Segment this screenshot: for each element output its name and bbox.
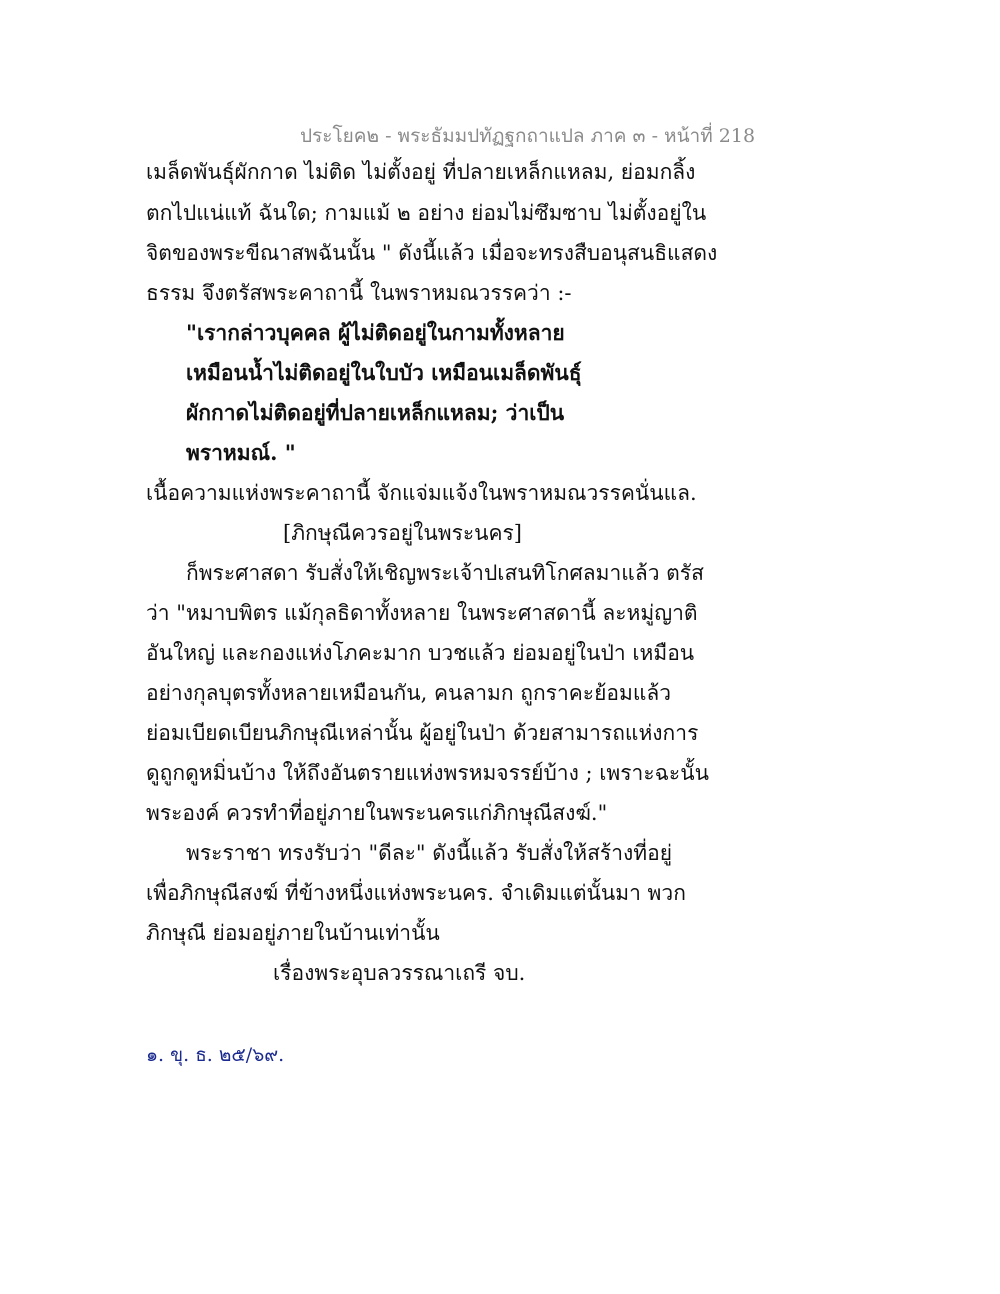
text-line: พระราชา ทรงรับว่า "ดีละ" ดังนี้แล้ว รับสั่งให้สร้างที่อยู่ — [186, 841, 673, 865]
text-line: เพื่อภิกษุณีสงฆ์ ที่ข้างหนึ่งแห่งพระนคร. จำเดิมแต่นั้นมา พวก — [146, 881, 686, 905]
section-heading: [ภิกษุณีควรอยู่ในพระนคร] — [283, 521, 522, 545]
text-line: ก็พระศาสดา รับสั่งให้เชิญพระเจ้าปเสนทิโกศลมาแล้ว ตรัส — [186, 561, 704, 585]
text-line: ว่า "หมาบพิตร แม้กุลธิดาทั้งหลาย ในพระศาสดานี้ ละหมู่ญาติ — [146, 601, 698, 625]
text-line: ตกไปแน่แท้ ฉันใด; กามแม้ ๒ อย่าง ย่อมไม่ซึมซาบ ไม่ตั้งอยู่ใน — [146, 201, 707, 225]
text-line: จิตของพระขีณาสพฉันนั้น " ดังนี้แล้ว เมื่อจะทรงสืบอนุสนธิแสดง — [146, 241, 718, 265]
text-line: ภิกษุณี ย่อมอยู่ภายในบ้านเท่านั้น — [146, 921, 440, 945]
verse-line: "เรากล่าวบุคคล ผู้ไม่ติดอยู่ในกามทั้งหลาย — [186, 320, 565, 345]
text-line: อันใหญ่ และกองแห่งโภคะมาก บวชแล้ว ย่อมอยู่ในป่า เหมือน — [146, 641, 695, 665]
verse-line: ผักกาดไม่ติดอยู่ที่ปลายเหล็กแหลม; ว่าเป็น — [186, 400, 565, 425]
page-header: ประโยค๒ - พระธัมมปทัฏฐกถาแปล ภาค ๓ - หน้าที่ 218 — [300, 125, 756, 147]
text-line: ธรรม จึงตรัสพระคาถานี้ ในพราหมณวรรคว่า :- — [146, 281, 572, 305]
text-line: เมล็ดพันธุ์ผักกาด ไม่ติด ไม่ตั้งอยู่ ที่ปลายเหล็กแหลม, ย่อมกลิ้ง — [146, 160, 696, 184]
footnote: ๑. ขุ. ธ. ๒๕/๖๙. — [146, 1044, 285, 1066]
text-line: ดูถูกดูหมิ่นบ้าง ให้ถึงอันตรายแห่งพรหมจรรย์บ้าง ; เพราะฉะนั้น — [146, 761, 709, 785]
story-end-line: เรื่องพระอุบลวรรณาเถรี จบ. — [273, 961, 526, 985]
text-line: ย่อมเบียดเบียนภิกษุณีเหล่านั้น ผู้อยู่ในป่า ด้วยสามารถแห่งการ — [146, 721, 699, 745]
verse-line: พราหมณ์. " — [186, 440, 296, 465]
text-line: พระองค์ ควรทำที่อยู่ภายในพระนครแก่ภิกษุณีสงฆ์." — [146, 801, 608, 825]
verse-line: เหมือนน้ำไม่ติดอยู่ในใบบัว เหมือนเมล็ดพันธุ์ — [186, 360, 582, 385]
text-line: เนื้อความแห่งพระคาถานี้ จักแจ่มแจ้งในพราหมณวรรคนั่นแล. — [146, 481, 697, 505]
text-line: อย่างกุลบุตรทั้งหลายเหมือนกัน, คนลามก ถูกราคะย้อมแล้ว — [146, 681, 672, 705]
